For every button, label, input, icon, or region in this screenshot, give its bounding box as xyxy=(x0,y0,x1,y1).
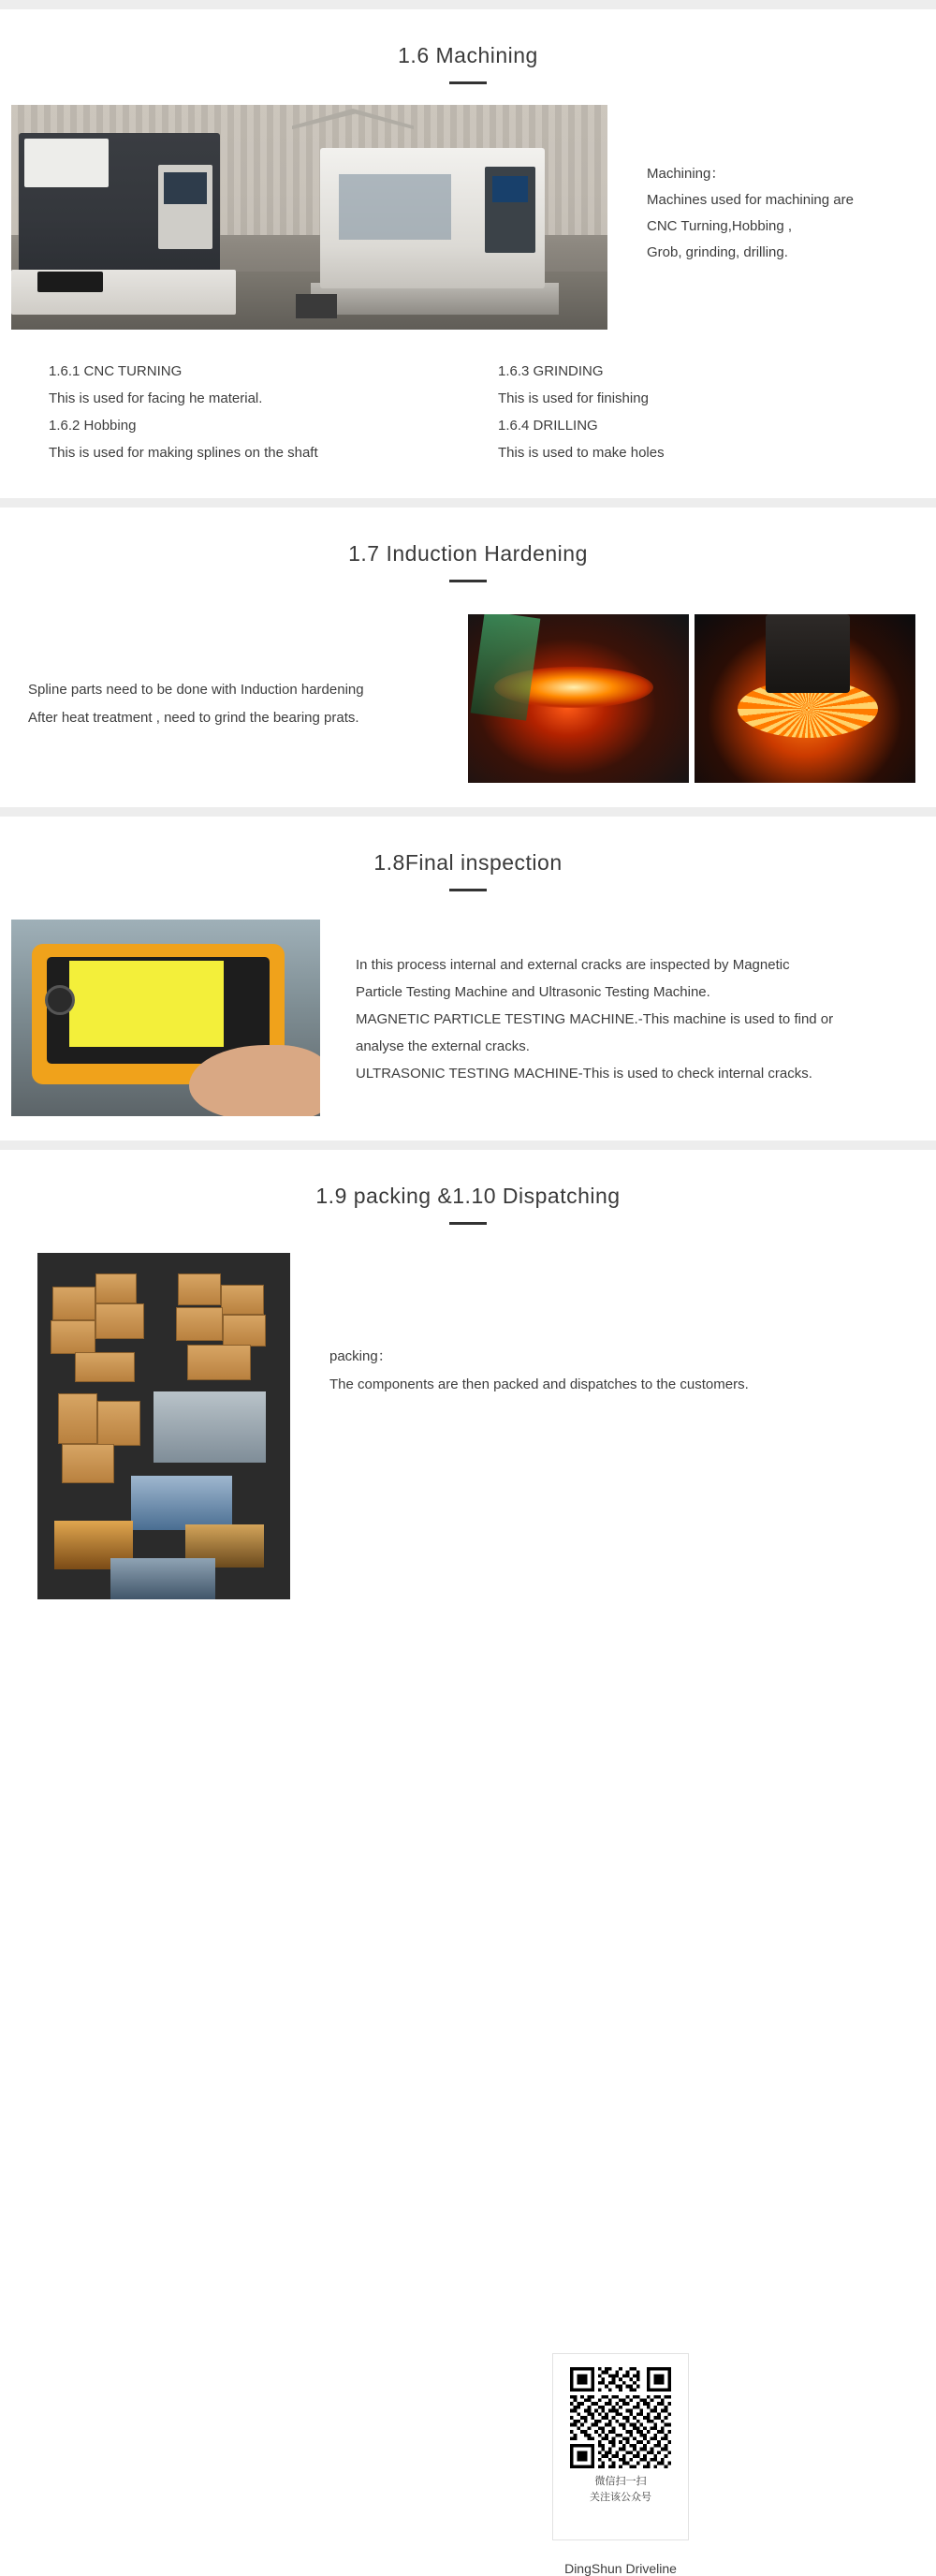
carton-box xyxy=(52,1287,95,1320)
inspection-photo xyxy=(11,920,320,1116)
induction-paragraph xyxy=(28,676,468,732)
inspection-paragraph-line-1: In this process internal and external cracks are inspected by Magnetic xyxy=(356,957,790,973)
list-item: 1.6.3 GRINDING xyxy=(498,363,604,379)
machine-window xyxy=(339,174,451,240)
inspection-paragraph-line-4: analyse the external cracks. xyxy=(356,1038,530,1054)
packing-paragraph-line-2: The components are then packed and dispatches to the customers. xyxy=(329,1376,749,1392)
inspection-paragraph-line-5: ULTRASONIC TESTING MACHINE-This is used to check internal cracks. xyxy=(356,1066,812,1082)
machining-photo-machine-left xyxy=(19,133,220,287)
list-item: 1.6.4 DRILLING xyxy=(498,418,598,434)
induction-photo-group xyxy=(468,614,915,783)
carton-box xyxy=(95,1303,144,1339)
machine-right-panel xyxy=(485,167,535,253)
packing-paragraph-line-1: packing： xyxy=(329,1348,392,1364)
machining-paragraph-line-3: CNC Turning,Hobbing , xyxy=(647,218,793,234)
qr-caption-line-2: 关注该公众号 xyxy=(590,2492,651,2503)
qr-card xyxy=(552,2353,689,2540)
qr-caption xyxy=(590,2474,651,2506)
machine-screen xyxy=(164,172,207,204)
packing-photo xyxy=(37,1253,290,1599)
airplane-photo-tile xyxy=(131,1476,232,1530)
section-divider-3 xyxy=(0,1141,936,1150)
induction-photo-left xyxy=(468,614,689,783)
company-name: DingShun Driveline xyxy=(564,2561,677,2576)
machining-content-row xyxy=(0,84,936,330)
section-machining xyxy=(0,9,936,498)
inspection-device-knob xyxy=(45,985,75,1015)
induction-title-rule xyxy=(449,580,487,582)
induction-title: 1.7 Induction Hardening xyxy=(348,541,588,566)
carton-box xyxy=(51,1320,95,1354)
list-item: This is used for finishing xyxy=(498,390,649,406)
carton-box xyxy=(178,1273,221,1305)
carton-box xyxy=(58,1393,97,1444)
packing-bottom-padding xyxy=(0,1599,936,1656)
machining-bullets-left xyxy=(49,358,498,466)
machining-bullets xyxy=(0,330,936,466)
carton-box xyxy=(176,1307,223,1341)
induction-photo-right xyxy=(695,614,915,783)
section-divider-top xyxy=(0,0,936,9)
machining-paragraph-line-2: Machines used for machining are xyxy=(647,192,854,208)
packing-title: 1.9 packing &1.10 Dispatching xyxy=(315,1184,621,1208)
carton-box xyxy=(62,1444,114,1483)
machining-title: 1.6 Machining xyxy=(398,43,538,67)
machining-photo xyxy=(11,105,607,330)
carton-box xyxy=(75,1352,135,1382)
machining-paragraph-line-4: Grob, grinding, drilling. xyxy=(647,244,788,260)
list-item: This is used for facing he material. xyxy=(49,390,263,406)
carton-box xyxy=(97,1401,140,1446)
induction-content-row xyxy=(0,614,936,783)
carton-box xyxy=(95,1273,137,1303)
machining-photo-floor-box xyxy=(296,294,337,318)
depot-photo-tile xyxy=(110,1558,215,1599)
packing-title-rule xyxy=(449,1222,487,1225)
section-induction-hardening xyxy=(0,508,936,807)
list-item: This is used to make holes xyxy=(498,445,665,461)
packing-paragraph xyxy=(329,1343,749,1399)
inspection-title: 1.8Final inspection xyxy=(373,850,563,875)
machine-hood xyxy=(24,139,109,187)
inspection-paragraph xyxy=(356,951,880,1087)
machining-paragraph xyxy=(647,161,854,266)
induction-paragraph-line-1: Spline parts need to be done with Induction hardening xyxy=(28,682,364,698)
machining-bottom-padding xyxy=(0,466,936,498)
packing-content-row xyxy=(0,1253,936,1599)
machining-photo-logo-plate xyxy=(37,272,103,292)
section-divider-2 xyxy=(0,807,936,817)
inspection-paragraph-line-2: Particle Testing Machine and Ultrasonic Testing Machine. xyxy=(356,984,710,1000)
inspection-title-rule xyxy=(449,889,487,891)
machining-paragraph-line-1: Machining： xyxy=(647,166,725,182)
inspection-paragraph-line-3: MAGNETIC PARTICLE TESTING MACHINE.-This machine is used to find or xyxy=(356,1011,834,1027)
inspection-content-row xyxy=(0,920,936,1116)
carton-box xyxy=(187,1345,251,1380)
inspection-device-screen xyxy=(69,961,224,1047)
section-packing-dispatching xyxy=(0,1150,936,2576)
qr-caption-line-1: 微信扫一扫 xyxy=(594,2476,647,2487)
carton-box xyxy=(221,1285,264,1315)
section-divider-1 xyxy=(0,498,936,508)
carton-box xyxy=(223,1315,266,1347)
list-item: 1.6.2 Hobbing xyxy=(49,418,137,434)
induction-paragraph-line-2: After heat treatment , need to grind the bearing prats. xyxy=(28,710,359,726)
list-item: This is used for making splines on the shaft xyxy=(49,445,318,461)
qr-section xyxy=(552,2353,689,2576)
induction-bottom-padding xyxy=(0,783,936,807)
section-final-inspection xyxy=(0,817,936,1141)
warehouse-photo-tile xyxy=(154,1391,266,1463)
inspection-bottom-padding xyxy=(0,1116,936,1141)
list-item: 1.6.1 CNC TURNING xyxy=(49,363,183,379)
machining-photo-machine-right xyxy=(320,148,545,288)
wechat-qr-code-icon xyxy=(570,2367,671,2468)
machining-bullets-right xyxy=(498,358,665,466)
